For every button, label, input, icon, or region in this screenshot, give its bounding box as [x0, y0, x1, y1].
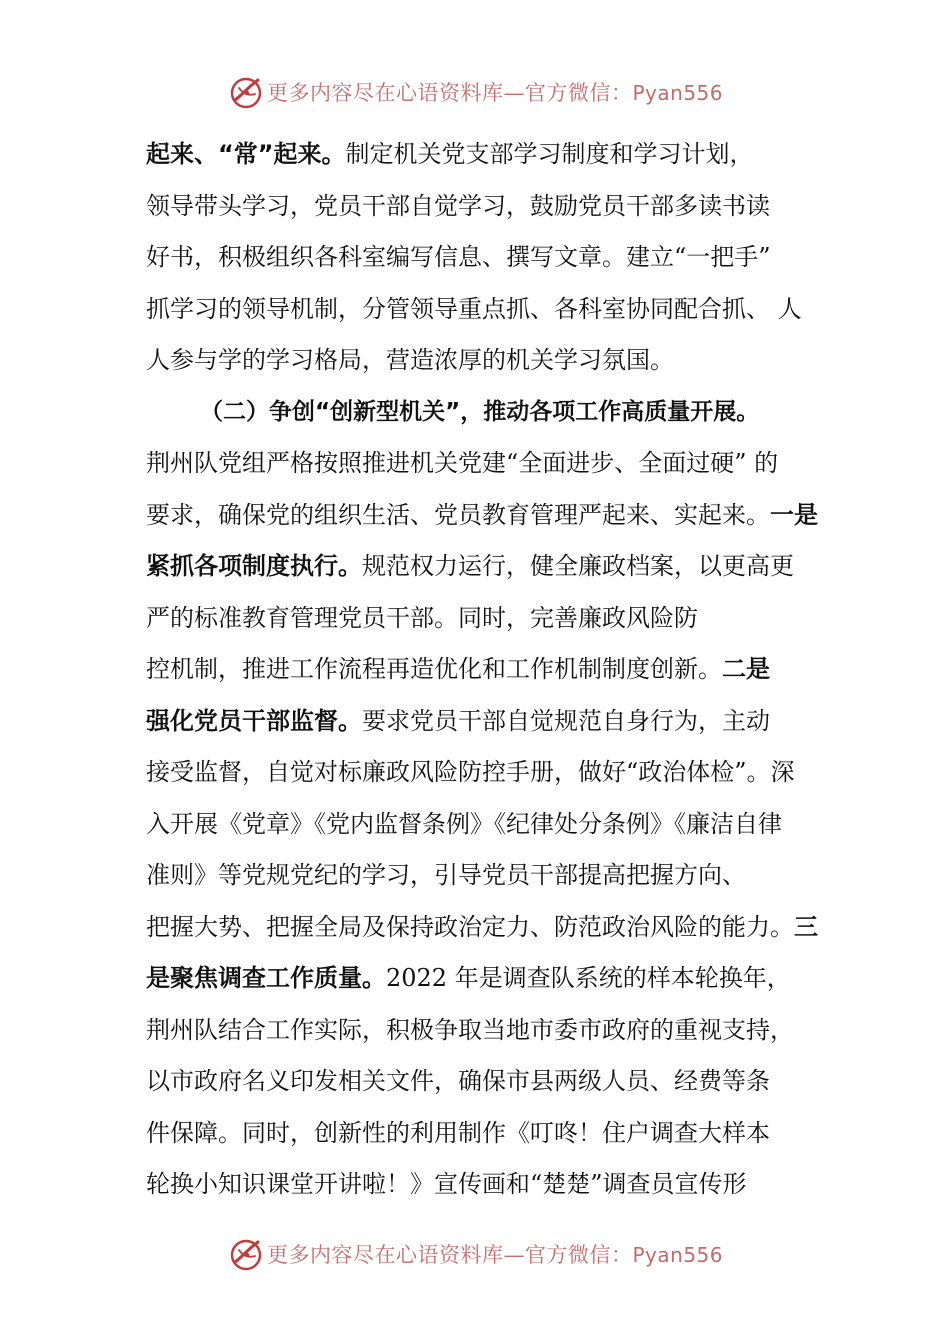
- text-line: [146, 592, 826, 644]
- text-span: 控机制，推进工作流程再造优化和工作机制制度创新。: [146, 655, 722, 683]
- watermark-cn-text: 更多内容尽在心语资料库—官方微信：: [266, 81, 633, 105]
- text-line: [146, 1004, 826, 1056]
- text-span: 入开展《党章》《党内监督条例》《纪律处分条例》《廉洁自律: [146, 810, 782, 838]
- text-line: [146, 335, 826, 386]
- watermark-text: [267, 1239, 723, 1269]
- brand-logo-icon: [227, 74, 263, 110]
- bold-text-span: 二是: [722, 655, 770, 683]
- text-line: [146, 953, 826, 1004]
- text-span: 人参与学的学习格局，营造浓厚的机关学习氛国。: [146, 346, 674, 374]
- watermark-cn-text: 更多内容尽在心语资料库—官方微信：: [266, 1243, 633, 1267]
- text-span: 制定机关党支部学习制度和学习计划，: [345, 140, 754, 168]
- text-span: 严的标准教育管理党员干部。同时，完善廉政风险防: [146, 604, 698, 632]
- text-line: [146, 695, 826, 747]
- bold-text-span: 强化党员干部监督。: [146, 707, 362, 735]
- text-line: [146, 850, 826, 901]
- text-span: 荆州队结合工作实际，积极争取当地市委市政府的重视支持，: [146, 1016, 794, 1044]
- text-span: 抓学习的领导机制，分管领导重点抓、各科室协同配合抓、 人: [146, 295, 802, 323]
- text-span: 以市政府名义印发相关文件，确保市县两级人员、经费等条: [146, 1067, 770, 1095]
- text-span: 领导带头学习，党员干部自觉学习，鼓励党员干部多读书读: [146, 192, 770, 220]
- text-span: 要求，确保党的组织生活、党员教育管理严起来、实起来。: [146, 501, 770, 529]
- bold-text-span: （二）争创“创新型机关”，推动各项工作高质量开展。: [200, 399, 760, 425]
- text-span: 要求党员干部自觉规范自身行为，主动: [362, 707, 770, 735]
- text-span: 件保障。同时，创新性的利用制作《叮咚！住户调查大样本: [146, 1119, 770, 1147]
- text-span: 把握大势、把握全局及保持政治定力、防范政治风险的能力。: [146, 913, 794, 941]
- bold-text-span: 起来、“常”起来。: [146, 140, 346, 168]
- text-line: [146, 798, 826, 850]
- text-line: [146, 232, 826, 283]
- watermark-wechat-id: Pyan556: [632, 1243, 723, 1267]
- text-line: [146, 438, 826, 489]
- text-span: 轮换小知识课堂开讲啦！》宣传画和“楚楚”调查员宣传形: [146, 1170, 747, 1198]
- brand-logo-icon: [227, 1236, 263, 1272]
- text-line: [146, 283, 826, 335]
- text-line: [146, 541, 826, 592]
- document-body: [146, 129, 826, 1210]
- footer-watermark-banner: [0, 1232, 950, 1276]
- text-span: 规范权力运行，健全廉政档案，以更高更: [362, 552, 794, 580]
- watermark-text: [267, 77, 723, 107]
- watermark-wechat-id: Pyan556: [632, 81, 723, 105]
- text-span: 准则》等党规党纪的学习，引导党员干部提高把握方向、: [146, 861, 746, 889]
- text-line: [146, 747, 826, 798]
- bold-text-span: 三: [794, 913, 818, 941]
- text-span: 好书，积极组织各科室编写信息、撰写文章。建立“一把手”: [146, 243, 771, 271]
- text-span: 荆州队党组严格按照推进机关党建“全面进步、全面过硬” 的: [146, 449, 779, 477]
- text-line: [146, 644, 826, 695]
- text-line: [146, 1159, 826, 1210]
- text-line: [146, 180, 826, 232]
- section-heading: [146, 386, 826, 438]
- text-line: [146, 1056, 826, 1107]
- bold-text-span: 一是: [770, 501, 818, 529]
- text-line: [146, 1107, 826, 1159]
- bold-text-span: 是聚焦调查工作质量。: [146, 964, 386, 992]
- text-line: [146, 129, 826, 180]
- text-line: [146, 901, 826, 953]
- text-span: 接受监督，自觉对标廉政风险防控手册，做好“政治体检”。深: [146, 758, 795, 786]
- bold-text-span: 紧抓各项制度执行。: [146, 552, 362, 580]
- text-line: [146, 489, 826, 541]
- header-watermark-banner: [0, 70, 950, 114]
- text-span: 2022 年是调查队系统的样本轮换年，: [386, 964, 791, 992]
